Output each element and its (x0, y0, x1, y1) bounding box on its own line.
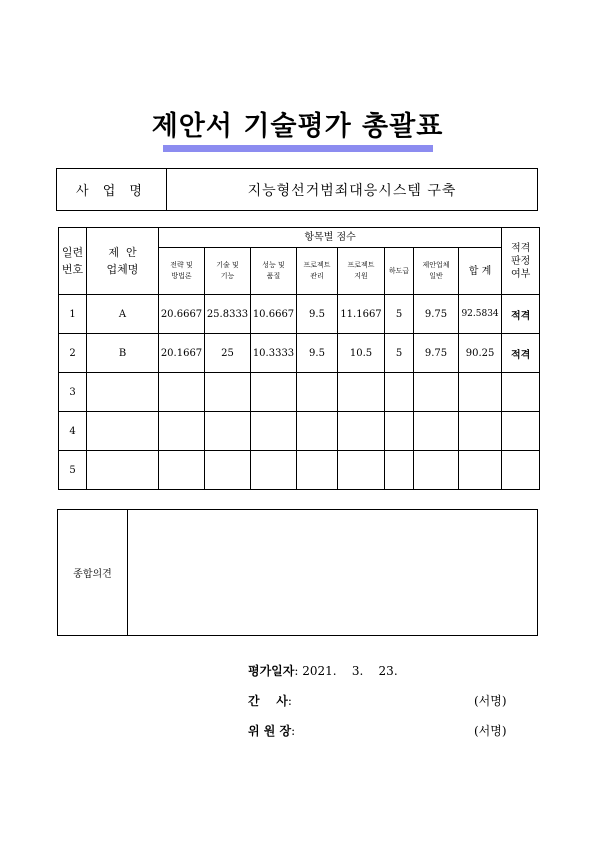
header-tech: 기술 및 기능 (205, 248, 251, 295)
row-tech: 25.8333 (205, 295, 251, 334)
secretary-value: : (287, 694, 292, 708)
row-total (459, 451, 502, 490)
row-tech: 25 (205, 334, 251, 373)
header-company: 제 안 업체명 (87, 228, 159, 295)
row-general (414, 412, 459, 451)
eval-date-value: : 2021. 3. 23. (294, 664, 398, 678)
header-perf: 성능 및 품질 (251, 248, 297, 295)
row-pm (297, 451, 338, 490)
chair-value: : (291, 724, 296, 738)
row-support: 10.5 (338, 334, 385, 373)
eval-date-line (248, 662, 398, 679)
row-subcontract: 5 (385, 295, 414, 334)
secretary-label: 간 사 (248, 694, 288, 708)
row-subcontract (385, 412, 414, 451)
row-strategy (159, 412, 205, 451)
row-perf: 10.3333 (251, 334, 297, 373)
header-support: 프로젝트 지원 (338, 248, 385, 295)
row-total (459, 373, 502, 412)
row-company: A (87, 295, 159, 334)
row-general: 9.75 (414, 295, 459, 334)
row-perf (251, 412, 297, 451)
secretary-line (248, 692, 292, 709)
eval-date-label: 평가일자 (248, 664, 295, 678)
row-pass (502, 451, 540, 490)
row-pass: 적격 (502, 295, 540, 334)
opinion-box (57, 509, 538, 636)
table-row (59, 334, 540, 373)
row-perf: 10.6667 (251, 295, 297, 334)
row-pm (297, 373, 338, 412)
row-tech (205, 412, 251, 451)
header-subcontract: 하도급 (385, 248, 414, 295)
row-support: 11.1667 (338, 295, 385, 334)
row-general (414, 451, 459, 490)
row-subcontract: 5 (385, 334, 414, 373)
document-title: 제안서 기술평가 총괄표 (151, 111, 444, 142)
chair-sign-note: (서명) (474, 724, 507, 738)
row-pm: 9.5 (297, 334, 338, 373)
row-company (87, 412, 159, 451)
row-pm: 9.5 (297, 295, 338, 334)
row-no: 5 (59, 451, 87, 490)
row-pass (502, 373, 540, 412)
score-table (58, 227, 540, 490)
row-general: 9.75 (414, 334, 459, 373)
table-row (59, 295, 540, 334)
business-name-value: 지능형선거범죄대응시스템 구축 (247, 182, 457, 199)
table-row (59, 373, 540, 412)
row-strategy (159, 451, 205, 490)
business-name-box (56, 168, 538, 211)
secretary-sign-note: (서명) (474, 694, 507, 708)
row-pass: 적격 (502, 334, 540, 373)
row-perf (251, 451, 297, 490)
row-no: 1 (59, 295, 87, 334)
row-total (459, 412, 502, 451)
table-row (59, 451, 540, 490)
row-company (87, 373, 159, 412)
row-support (338, 412, 385, 451)
header-total: 합 계 (459, 248, 502, 295)
row-pass (502, 412, 540, 451)
header-pass: 적격 판정 여부 (502, 228, 540, 295)
row-company: B (87, 334, 159, 373)
row-pm (297, 412, 338, 451)
opinion-text (128, 510, 537, 635)
row-support (338, 451, 385, 490)
header-strategy: 전략 및 방법론 (159, 248, 205, 295)
row-subcontract (385, 451, 414, 490)
row-strategy: 20.6667 (159, 295, 205, 334)
row-support (338, 373, 385, 412)
row-total: 90.25 (459, 334, 502, 373)
row-no: 4 (59, 412, 87, 451)
row-general (414, 373, 459, 412)
row-company (87, 451, 159, 490)
row-tech (205, 373, 251, 412)
chair-label: 위 원 장 (248, 724, 292, 738)
row-no: 3 (59, 373, 87, 412)
row-total: 92.5834 (459, 295, 502, 334)
title-underline-bar (163, 145, 433, 152)
header-pm: 프로젝트 관리 (297, 248, 338, 295)
header-serial: 일련 번호 (59, 228, 87, 295)
row-perf (251, 373, 297, 412)
chair-line (248, 722, 295, 739)
table-row (59, 412, 540, 451)
opinion-label: 종합의견 (58, 510, 128, 635)
row-no: 2 (59, 334, 87, 373)
header-general: 제안업체 일반 (414, 248, 459, 295)
business-name-label: 사 업 명 (57, 169, 167, 210)
row-strategy (159, 373, 205, 412)
header-items-group: 항목별 점수 (159, 228, 502, 248)
row-strategy: 20.1667 (159, 334, 205, 373)
row-tech (205, 451, 251, 490)
row-subcontract (385, 373, 414, 412)
